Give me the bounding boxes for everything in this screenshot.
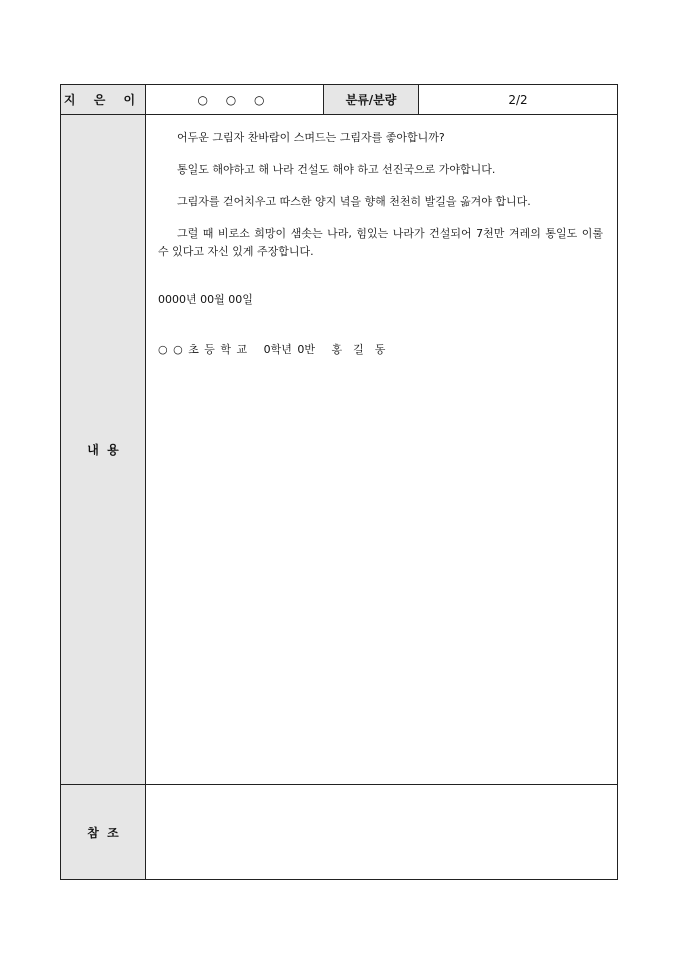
author-label: 지 은 이 (61, 85, 146, 115)
paragraph-1: 어두운 그림자 찬바람이 스며드는 그림자를 좋아합니까? (177, 131, 445, 144)
paragraph-2: 통일도 해야하고 해 나라 건설도 해야 하고 선진국으로 가야합니다. (177, 163, 496, 176)
category-label: 분류/분량 (324, 85, 419, 115)
signature-line: ○ ○ 초 등 학 교 0학년 0반 홍 길 동 (158, 343, 386, 356)
header-row (61, 85, 618, 115)
content-body (146, 115, 618, 785)
content-row (61, 115, 618, 785)
content-label: 내 용 (61, 115, 146, 785)
reference-row (61, 785, 618, 880)
reference-body (146, 785, 618, 880)
reference-label: 참 조 (61, 785, 146, 880)
paragraph-4: 그럴 때 비로소 희망이 샘솟는 나라, 힘있는 나라가 건설되어 7천만 겨레의 통일도 이룰 수 있다고 자신 있게 주장합니다. (158, 227, 603, 258)
date-line: 0000년 00월 00일 (158, 293, 253, 306)
author-value: ○ ○ ○ (146, 85, 324, 115)
essay-form-table (60, 84, 618, 880)
paragraph-3: 그림자를 걷어치우고 따스한 양지 녘을 향해 천천히 발길을 옮겨야 합니다. (177, 195, 531, 208)
category-value: 2/2 (419, 85, 618, 115)
